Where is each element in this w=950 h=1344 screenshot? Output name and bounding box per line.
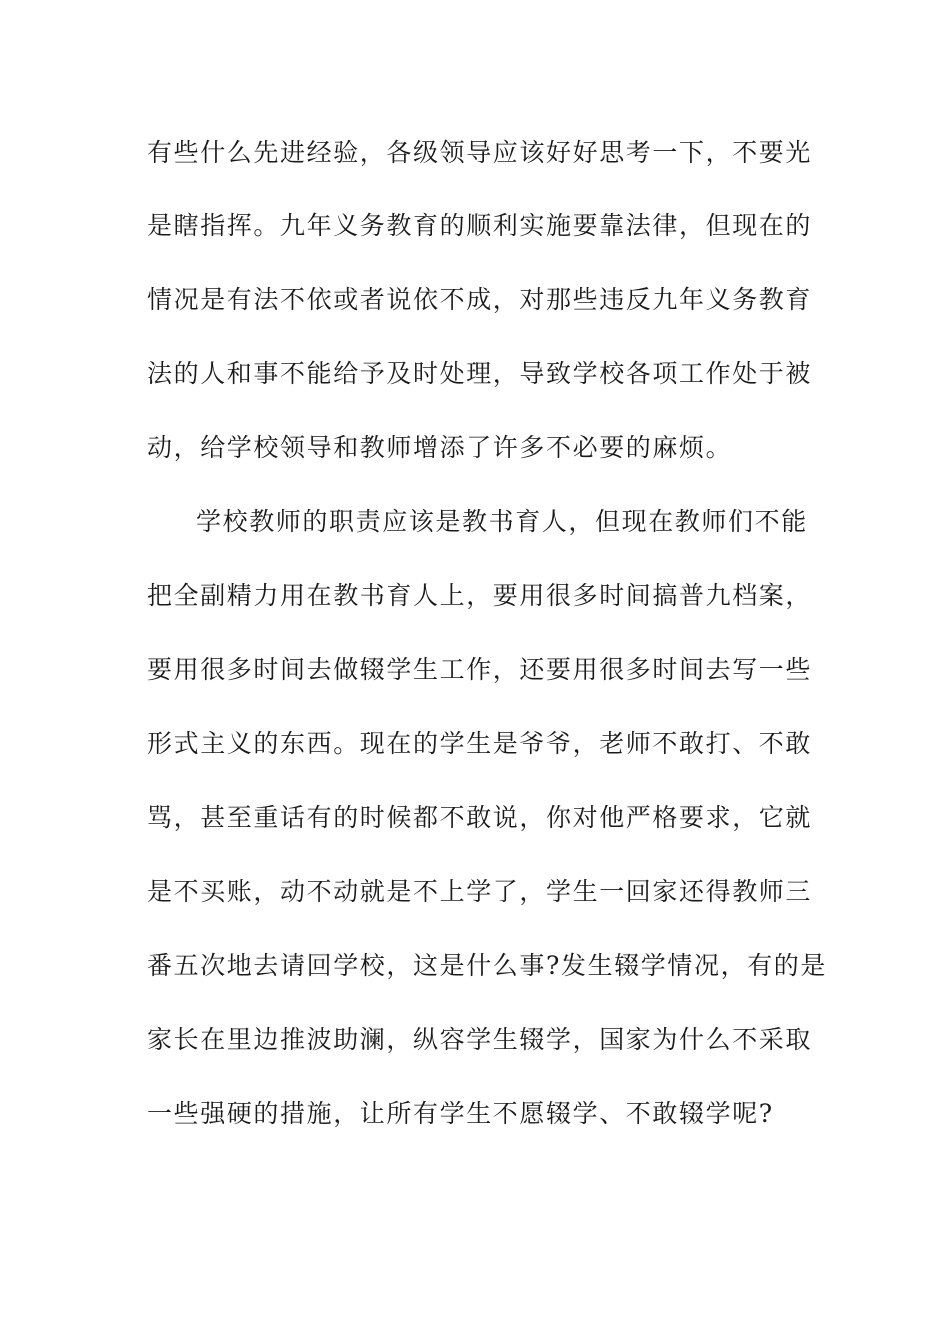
paragraph-line: 情况是有法不依或者说依不成，对那些违反九年义务教育 xyxy=(147,285,813,314)
paragraph-line: 骂，甚至重话有的时候都不敢说，你对他严格要求，它就 xyxy=(147,803,813,832)
paragraph-line: 要用很多时间去做辍学生工作，还要用很多时间去写一些 xyxy=(147,655,813,684)
paragraph-line: 有些什么先进经验，各级领导应该好好思考一下，不要光 xyxy=(147,138,813,167)
paragraph-line: 学校教师的职责应该是教书育人，但现在教师们不能 xyxy=(196,507,808,536)
paragraph-line: 形式主义的东西。现在的学生是爷爷，老师不敢打、不敢 xyxy=(147,729,813,758)
paragraph-line: 把全副精力用在教书育人上，要用很多时间搞普九档案， xyxy=(147,581,813,610)
paragraph-line: 一些强硬的措施，让所有学生不愿辍学、不敢辍学呢? xyxy=(147,1099,774,1128)
paragraph-line: 法的人和事不能给予及时处理，导致学校各项工作处于被 xyxy=(147,359,813,388)
paragraph-line: 家长在里边推波助澜，纵容学生辍学，国家为什么不采取 xyxy=(147,1025,813,1054)
paragraph-line: 是不买账，动不动就是不上学了，学生一回家还得教师三 xyxy=(147,877,813,906)
paragraph-line: 是瞎指挥。九年义务教育的顺利实施要靠法律，但现在的 xyxy=(147,211,813,240)
paragraph-line: 番五次地去请回学校，这是什么事?发生辍学情况，有的是 xyxy=(147,951,828,980)
paragraph-line: 动，给学校领导和教师增添了许多不必要的麻烦。 xyxy=(147,433,733,462)
